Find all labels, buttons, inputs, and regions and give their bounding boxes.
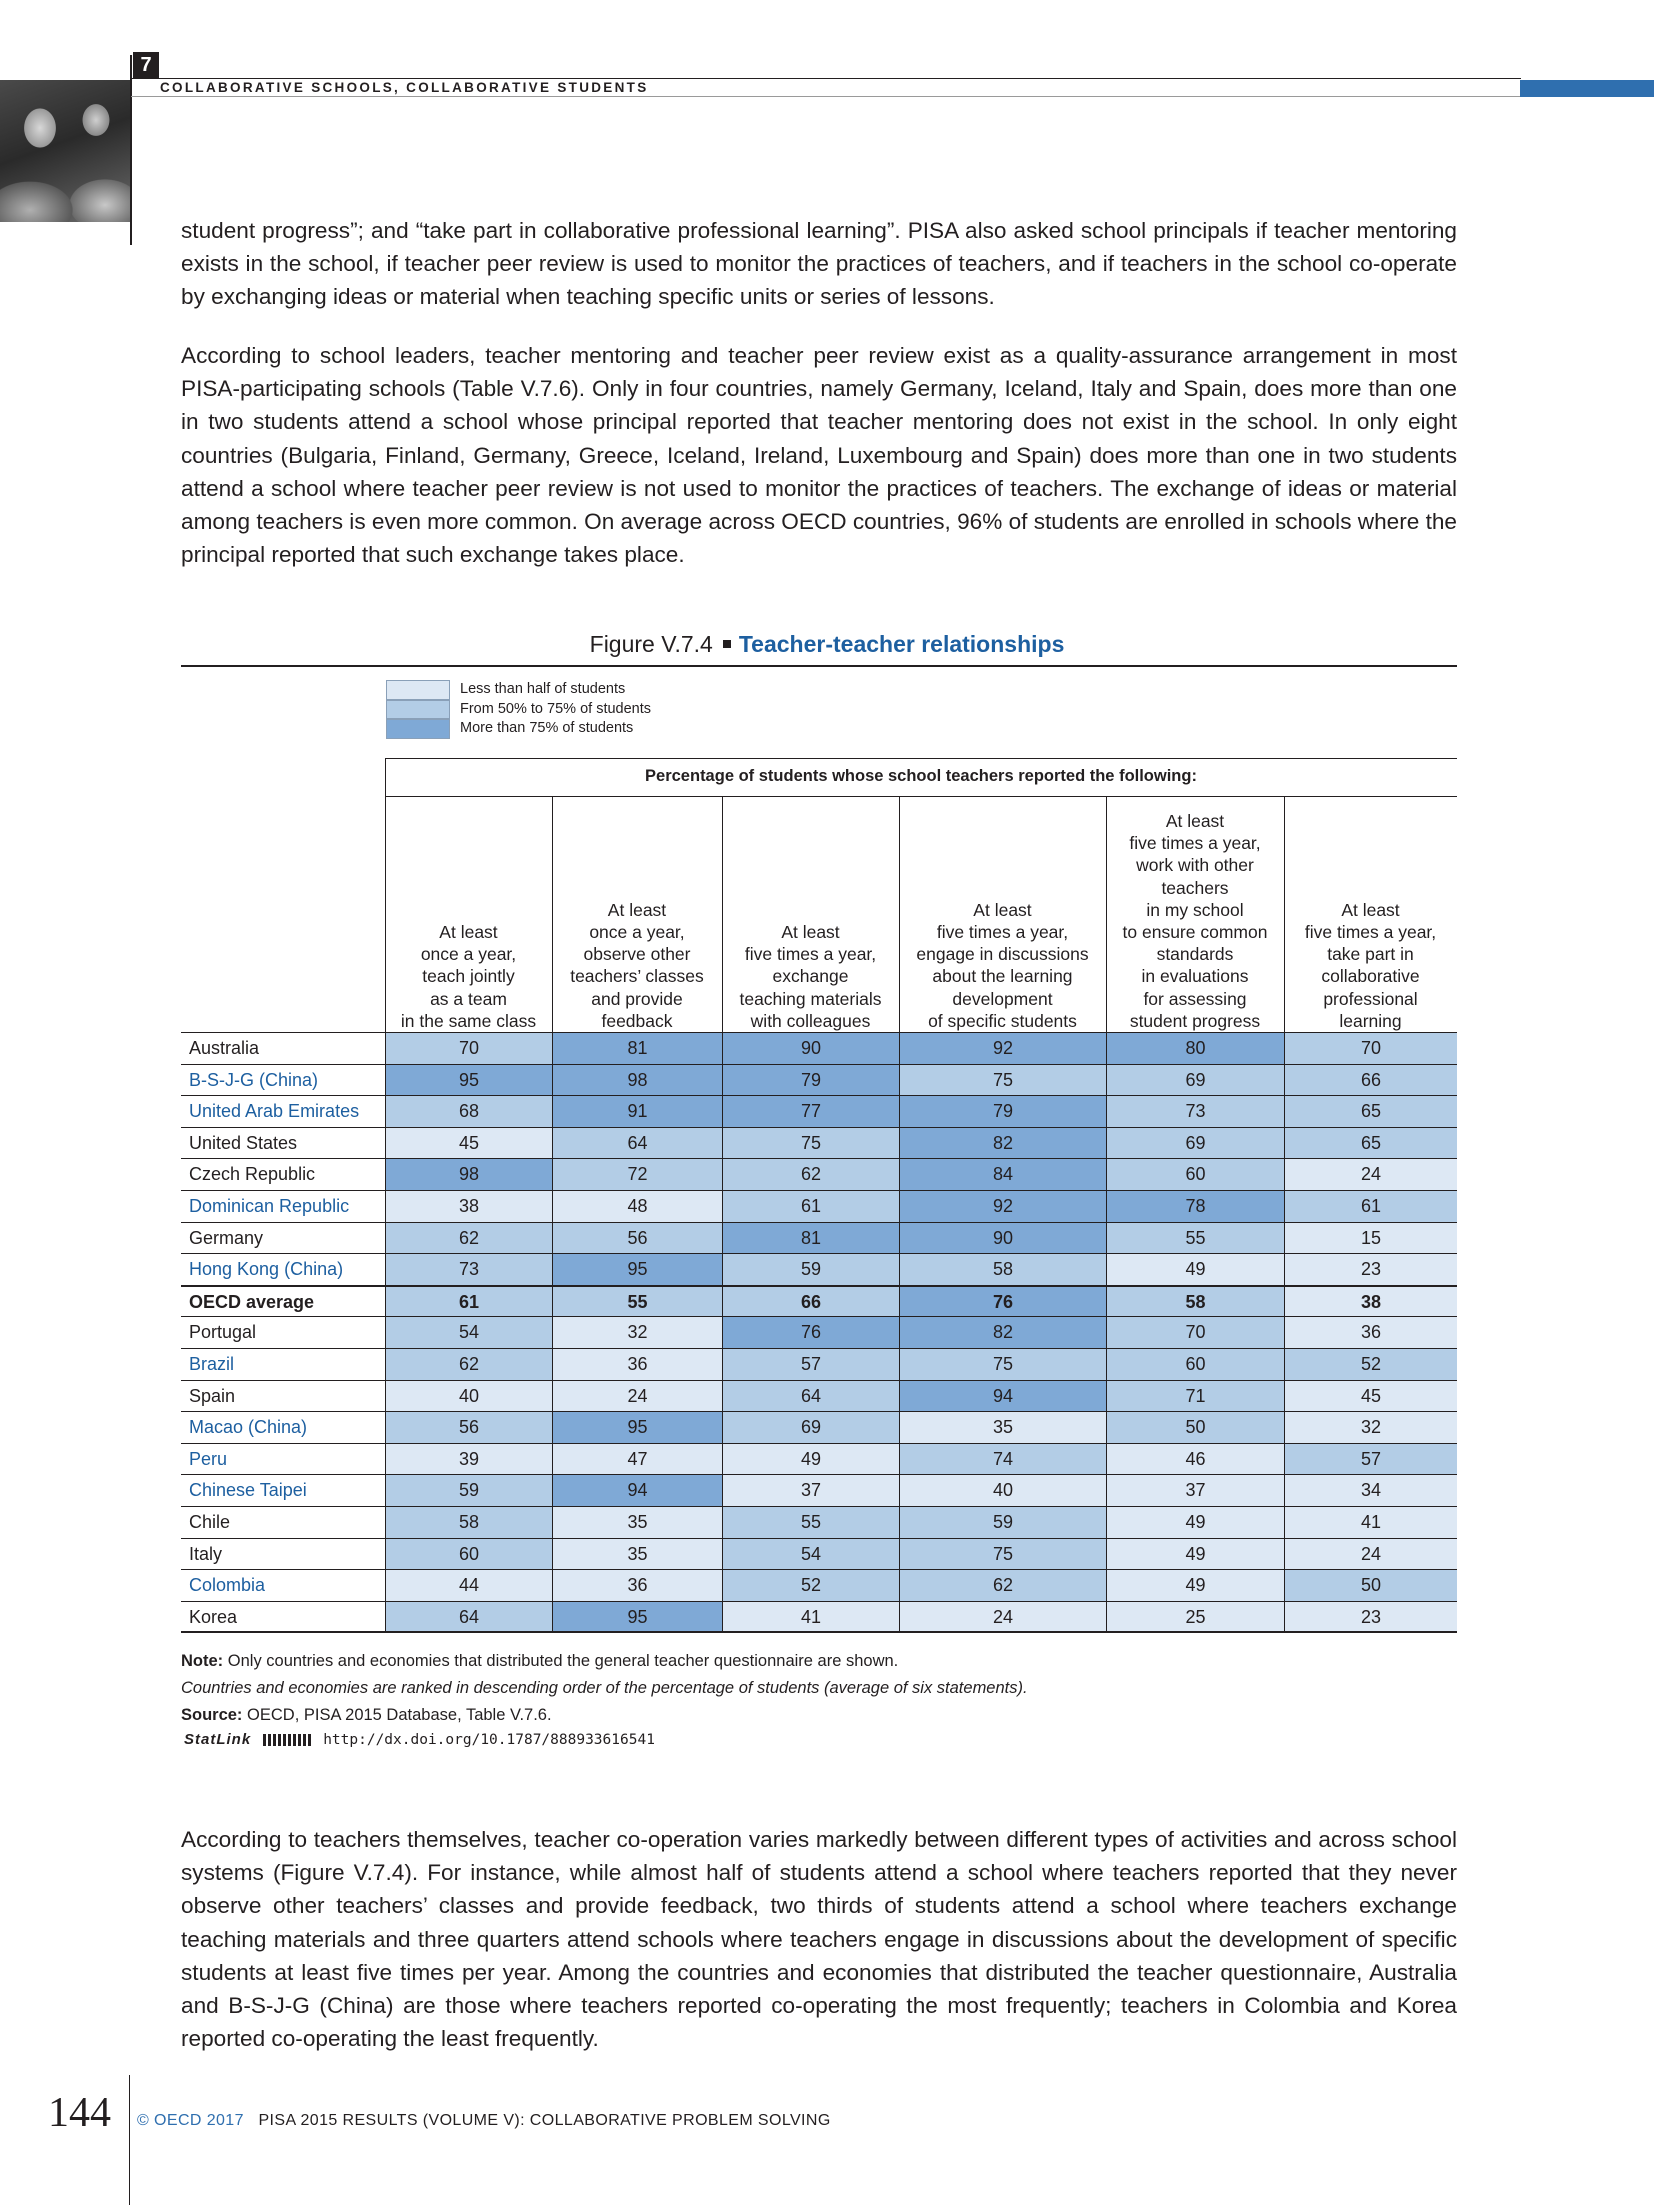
statlink-logo-icon [263, 1734, 313, 1746]
table-cell: 44 [385, 1570, 552, 1601]
column-header-line: At least [973, 899, 1032, 920]
source-text: OECD, PISA 2015 Database, Table V.7.6. [247, 1706, 552, 1724]
column-header-text [570, 899, 704, 1032]
country-name: United Arab Emirates [189, 1101, 360, 1122]
table-cell: 15 [1284, 1223, 1457, 1254]
column-divider [1106, 797, 1107, 1033]
table-cell: 94 [552, 1475, 722, 1506]
legend-label: Less than half of students [460, 681, 626, 698]
figure-title [0, 631, 1654, 658]
country-name: Australia [189, 1038, 260, 1058]
table-cell: 37 [1106, 1475, 1284, 1506]
table-cell: 98 [552, 1065, 722, 1096]
body-paragraph-2: According to school leaders, teacher mentoring and teacher peer review exist as a quality-assurance arrangement in most PISA-participating schools (Table V.7.6). Only in four countries, namely Germany, Iceland, Italy and Spain, does more than one in two students attend a school whose principal reported that teacher mentoring does not exist in the school. In only eight countries (Bulgaria, Finland, Germany, Greece, Iceland, Ireland, Luxembourg and Spain) does more than one in two students attend a school where teacher peer review is not used to monitor the practices of teachers. The exchange of ideas or material among teachers is even more common. On average across OECD countries, 96% of students are enrolled in schools where the principal reported that such exchange takes place. [181, 343, 1457, 568]
table-cell: 92 [899, 1191, 1106, 1222]
column-header-line: development [952, 988, 1053, 1009]
table-row [181, 1096, 1457, 1128]
table-cell: 39 [385, 1444, 552, 1475]
table-cell: 46 [1106, 1444, 1284, 1475]
figure-label: Figure V.7.4 [589, 631, 713, 657]
table-cell: 64 [385, 1602, 552, 1632]
table-cell: 48 [552, 1191, 722, 1222]
column-header-line: standards [1156, 944, 1234, 965]
table-cell: 69 [1106, 1065, 1284, 1096]
footer-vertical-rule [129, 2075, 130, 2205]
footer-publication: PISA 2015 RESULTS (VOLUME V): COLLABORATIVE PROBLEM SOLVING [258, 2112, 831, 2129]
table-cell: 45 [1284, 1381, 1457, 1412]
table-cell: 59 [722, 1254, 899, 1285]
table-cell: 70 [1106, 1317, 1284, 1348]
table-row [181, 1602, 1457, 1634]
column-header-line: in the same class [400, 1010, 537, 1031]
column-header-line: teachers [1161, 877, 1229, 898]
column-header [552, 797, 722, 1033]
note-line [181, 1648, 1457, 1675]
table-cell: 56 [552, 1223, 722, 1254]
table-cell: 75 [899, 1539, 1106, 1570]
table-cell: 79 [722, 1065, 899, 1096]
table-cell: 84 [899, 1159, 1106, 1190]
country-name: Brazil [189, 1353, 235, 1374]
table-cell: 40 [385, 1381, 552, 1412]
table-cell: 23 [1284, 1254, 1457, 1285]
table-cell: 70 [385, 1033, 552, 1064]
table-row [181, 1475, 1457, 1507]
table-cell: 57 [722, 1349, 899, 1380]
table-cell: 60 [1106, 1159, 1284, 1190]
running-title: COLLABORATIVE SCHOOLS, COLLABORATIVE STUDENTS [160, 80, 649, 95]
table-cell: 49 [722, 1444, 899, 1475]
country-name: Korea [189, 1606, 238, 1627]
column-header-line: feedback [601, 1010, 673, 1031]
legend-swatch [386, 719, 450, 739]
source-label: Source: [181, 1706, 243, 1724]
table-cell: 76 [722, 1317, 899, 1348]
table-cell: 80 [1106, 1033, 1284, 1064]
table-row [181, 1349, 1457, 1381]
table-row [181, 1128, 1457, 1160]
table-cell: 36 [1284, 1317, 1457, 1348]
column-header-line: take part in [1327, 944, 1414, 965]
legend-item [386, 700, 651, 720]
table-cell: 95 [552, 1254, 722, 1285]
table-cell: 82 [899, 1128, 1106, 1159]
column-header-line: five times a year, [1129, 833, 1261, 854]
table-cell: 55 [722, 1507, 899, 1538]
column-header-line: to ensure common [1122, 921, 1268, 942]
chapter-photo [0, 80, 130, 222]
country-name: Italy [189, 1543, 223, 1564]
table-cell: 32 [552, 1317, 722, 1348]
table-cell: 95 [385, 1065, 552, 1096]
column-header-line: At least [1341, 899, 1400, 920]
legend-label: More than 75% of students [460, 720, 634, 737]
table-row [181, 1381, 1457, 1413]
table-cell: 59 [385, 1475, 552, 1506]
table-cell: 82 [899, 1317, 1106, 1348]
country-name: Spain [189, 1385, 236, 1406]
table-cell: 98 [385, 1159, 552, 1190]
table-row [181, 1444, 1457, 1476]
table-cell: 69 [722, 1412, 899, 1443]
table-cell: 95 [552, 1412, 722, 1443]
table-cell: 49 [1106, 1507, 1284, 1538]
table-cell: 49 [1106, 1570, 1284, 1601]
table-row [181, 1191, 1457, 1223]
table-cell: 41 [1284, 1507, 1457, 1538]
body-paragraph-1: student progress”; and “take part in collaborative professional learning”. PISA also asked school principals if teacher mentoring exists in the school, if teacher peer review is used to monitor the practices of teachers, and if teachers in the school co-operate by exchanging ideas or material when teaching specific units or series of lessons. [181, 218, 1457, 310]
table-cell: 62 [899, 1570, 1106, 1601]
column-header-line: five times a year, [936, 921, 1069, 942]
legend-swatch [386, 700, 450, 720]
country-name: Colombia [189, 1575, 266, 1596]
table-cell: 81 [552, 1033, 722, 1064]
column-header-line: work with other [1136, 855, 1254, 876]
column-header-text [401, 921, 536, 1032]
figure-name: Teacher-teacher relationships [738, 631, 1065, 657]
table-cell: 54 [722, 1539, 899, 1570]
column-header-line: At least [1165, 810, 1225, 831]
figure-top-rule [181, 665, 1457, 667]
table-cell: 64 [552, 1128, 722, 1159]
column-header-line: about the learning [932, 966, 1073, 987]
column-header-line: At least [439, 921, 498, 942]
table-cell: 38 [385, 1191, 552, 1222]
table-cell: 35 [552, 1507, 722, 1538]
table-cell: 49 [1106, 1539, 1284, 1570]
table-cell: 90 [722, 1033, 899, 1064]
column-divider [722, 797, 723, 1033]
country-name: Chinese Taipei [189, 1480, 307, 1501]
table-cell: 73 [385, 1254, 552, 1285]
table-cell: 70 [1284, 1033, 1457, 1064]
column-header-line: exchange [772, 966, 849, 987]
column-header-line: with colleagues [750, 1010, 871, 1031]
column-header-text [1305, 899, 1436, 1032]
table-cell: 92 [899, 1033, 1106, 1064]
country-name: Dominican Republic [189, 1195, 350, 1216]
column-header-line: as a team [430, 988, 507, 1009]
legend-swatch [386, 680, 450, 700]
statlink-url[interactable]: http://dx.doi.org/10.1787/888933616541 [323, 1731, 655, 1748]
table-cell: 52 [722, 1570, 899, 1601]
table-cell: 35 [552, 1539, 722, 1570]
source-line [181, 1702, 1457, 1729]
table-cell: 37 [722, 1475, 899, 1506]
table-cell: 49 [1106, 1254, 1284, 1285]
table-cell: 73 [1106, 1096, 1284, 1127]
table-cell: 65 [1284, 1128, 1457, 1159]
table-row [181, 1539, 1457, 1571]
column-header-line: learning [1339, 1010, 1402, 1031]
statlink [184, 1731, 655, 1748]
figure-legend [386, 680, 651, 739]
column-header-line: At least [607, 899, 667, 920]
table-cell: 23 [1284, 1602, 1457, 1632]
table-cell: 75 [722, 1128, 899, 1159]
table-cell: 32 [1284, 1412, 1457, 1443]
column-header-text [1123, 810, 1268, 1032]
footer-copyright: © OECD 2017 [137, 2112, 244, 2129]
column-header-line: five times a year, [744, 944, 877, 965]
column-header-line: engage in discussions [916, 944, 1089, 965]
table-cell: 58 [899, 1254, 1106, 1285]
table-cell: 78 [1106, 1191, 1284, 1222]
table-cell: 25 [1106, 1602, 1284, 1632]
page-number: 144 [48, 2090, 111, 2136]
table-cell: 79 [899, 1096, 1106, 1127]
table-cell: 54 [385, 1317, 552, 1348]
column-header-text [916, 899, 1088, 1032]
note-label: Note: [181, 1652, 224, 1670]
table-cell: 94 [899, 1381, 1106, 1412]
table-cell: 60 [385, 1539, 552, 1570]
column-header [385, 797, 552, 1033]
column-header [899, 797, 1106, 1033]
table-row [181, 1223, 1457, 1255]
body-paragraph-3: According to teachers themselves, teacher co-operation varies markedly between different types of activities and across school systems (Figure V.7.4). For instance, while almost half of students attend a school where teachers reported that they never observe other teachers’ classes and provide feedback, two thirds of students attend a school where teachers exchange teaching materials and three quarters attend schools where teachers engage in discussions about the development of specific students at least five times per year. Among the countries and economies that distributed the teacher questionnaire, Australia and B-S-J-G (China) are those where teachers reported co-operating the most frequently; teachers in Colombia and Korea reported co-operating the least frequently. [181, 1827, 1457, 2052]
statlink-label: StatLink [184, 1731, 252, 1748]
header-accent-bar [1520, 80, 1654, 97]
country-name: Chile [189, 1511, 231, 1532]
table-cell: 52 [1284, 1349, 1457, 1380]
figure-notes [181, 1648, 1457, 1729]
country-name: Macao (China) [189, 1417, 308, 1438]
table-cell: 38 [1284, 1287, 1457, 1317]
table-cell: 69 [1106, 1128, 1284, 1159]
table-cell: 75 [899, 1349, 1106, 1380]
column-header-line: in evaluations [1141, 966, 1249, 987]
column-header [1106, 797, 1284, 1033]
table-cell: 58 [1106, 1287, 1284, 1317]
column-header [722, 797, 899, 1033]
table-cell: 74 [899, 1444, 1106, 1475]
table-row [181, 1159, 1457, 1191]
table-row [181, 1286, 1457, 1318]
table-cell: 47 [552, 1444, 722, 1475]
table-cell: 77 [722, 1096, 899, 1127]
table-cell: 40 [899, 1475, 1106, 1506]
table-cell: 95 [552, 1602, 722, 1632]
column-header-line: five times a year, [1304, 921, 1437, 942]
footer-text [137, 2112, 831, 2130]
table-cell: 76 [899, 1287, 1106, 1317]
table-cell: 81 [722, 1223, 899, 1254]
table-cell: 59 [899, 1507, 1106, 1538]
table-cell: 61 [722, 1191, 899, 1222]
column-header-line: and provide [591, 988, 683, 1009]
country-name: Germany [189, 1227, 264, 1248]
table-cell: 72 [552, 1159, 722, 1190]
table-row [181, 1570, 1457, 1602]
table-cell: 64 [722, 1381, 899, 1412]
column-header [1284, 797, 1457, 1033]
column-divider [1284, 797, 1285, 1033]
table-cell: 71 [1106, 1381, 1284, 1412]
table-cell: 91 [552, 1096, 722, 1127]
square-bullet-icon [723, 640, 731, 648]
column-header-line: At least [781, 921, 840, 942]
column-header-line: teaching materials [739, 988, 882, 1009]
column-header-line: teach jointly [422, 966, 515, 987]
data-table [181, 1033, 1457, 1633]
column-header-line: observe other [583, 944, 691, 965]
column-header-text [739, 921, 881, 1032]
table-cell: 65 [1284, 1096, 1457, 1127]
chapter-number: 7 [133, 52, 159, 78]
table-cell: 75 [899, 1065, 1106, 1096]
table-cell: 24 [899, 1602, 1106, 1632]
table-row [181, 1033, 1457, 1065]
column-header-line: collaborative [1321, 966, 1420, 987]
column-header-line: once a year, [589, 921, 685, 942]
country-name: Peru [189, 1448, 228, 1469]
table-cell: 90 [899, 1223, 1106, 1254]
column-divider [552, 797, 553, 1033]
table-cell: 41 [722, 1602, 899, 1632]
table-cell: 35 [899, 1412, 1106, 1443]
header-vertical-rule [130, 55, 132, 245]
table-cell: 50 [1106, 1412, 1284, 1443]
note-text: Only countries and economies that distributed the general teacher questionnaire are shown. [227, 1652, 899, 1670]
table-cell: 60 [1106, 1349, 1284, 1380]
table-cell: 68 [385, 1096, 552, 1127]
legend-item [386, 680, 651, 700]
table-cell: 62 [385, 1349, 552, 1380]
table-row [181, 1412, 1457, 1444]
table-cell: 61 [385, 1287, 552, 1317]
country-name: OECD average [189, 1291, 315, 1312]
table-cell: 62 [385, 1223, 552, 1254]
country-name: United States [189, 1132, 298, 1153]
ranking-note-line [181, 1675, 1457, 1702]
legend-item [386, 719, 651, 739]
table-cell: 62 [722, 1159, 899, 1190]
table-cell: 55 [1106, 1223, 1284, 1254]
table-row [181, 1317, 1457, 1349]
table-cell: 36 [552, 1349, 722, 1380]
column-header-line: professional [1323, 988, 1418, 1009]
table-cell: 24 [1284, 1159, 1457, 1190]
ranking-note: Countries and economies are ranked in descending order of the percentage of students (average of six statements). [181, 1679, 1028, 1697]
table-cell: 66 [722, 1287, 899, 1317]
table-cell: 55 [552, 1287, 722, 1317]
column-header-line: in my school [1146, 899, 1244, 920]
table-cell: 57 [1284, 1444, 1457, 1475]
table-cell: 58 [385, 1507, 552, 1538]
country-name: B-S-J-G (China) [189, 1069, 319, 1090]
table-cell: 24 [552, 1381, 722, 1412]
table-cell: 56 [385, 1412, 552, 1443]
column-header-line: of specific students [928, 1010, 1077, 1031]
country-name: Czech Republic [189, 1164, 316, 1185]
country-name: Hong Kong (China) [189, 1259, 344, 1280]
table-cell: 34 [1284, 1475, 1457, 1506]
table-row [181, 1254, 1457, 1286]
legend-label: From 50% to 75% of students [460, 700, 652, 717]
table-cell: 50 [1284, 1570, 1457, 1601]
country-name: Portugal [189, 1322, 257, 1343]
table-cell: 61 [1284, 1191, 1457, 1222]
table-cell: 24 [1284, 1539, 1457, 1570]
table-cell: 66 [1284, 1065, 1457, 1096]
table-cell: 36 [552, 1570, 722, 1601]
column-header-line: for assessing [1143, 988, 1247, 1009]
table-cell: 45 [385, 1128, 552, 1159]
column-header-line: once a year, [420, 944, 517, 965]
table-row [181, 1065, 1457, 1097]
column-divider [899, 797, 900, 1033]
table-group-header: Percentage of students whose school teachers reported the following: [385, 758, 1457, 795]
table-row [181, 1507, 1457, 1539]
column-header-line: student progress [1129, 1010, 1261, 1031]
column-header-line: teachers’ classes [570, 966, 704, 987]
